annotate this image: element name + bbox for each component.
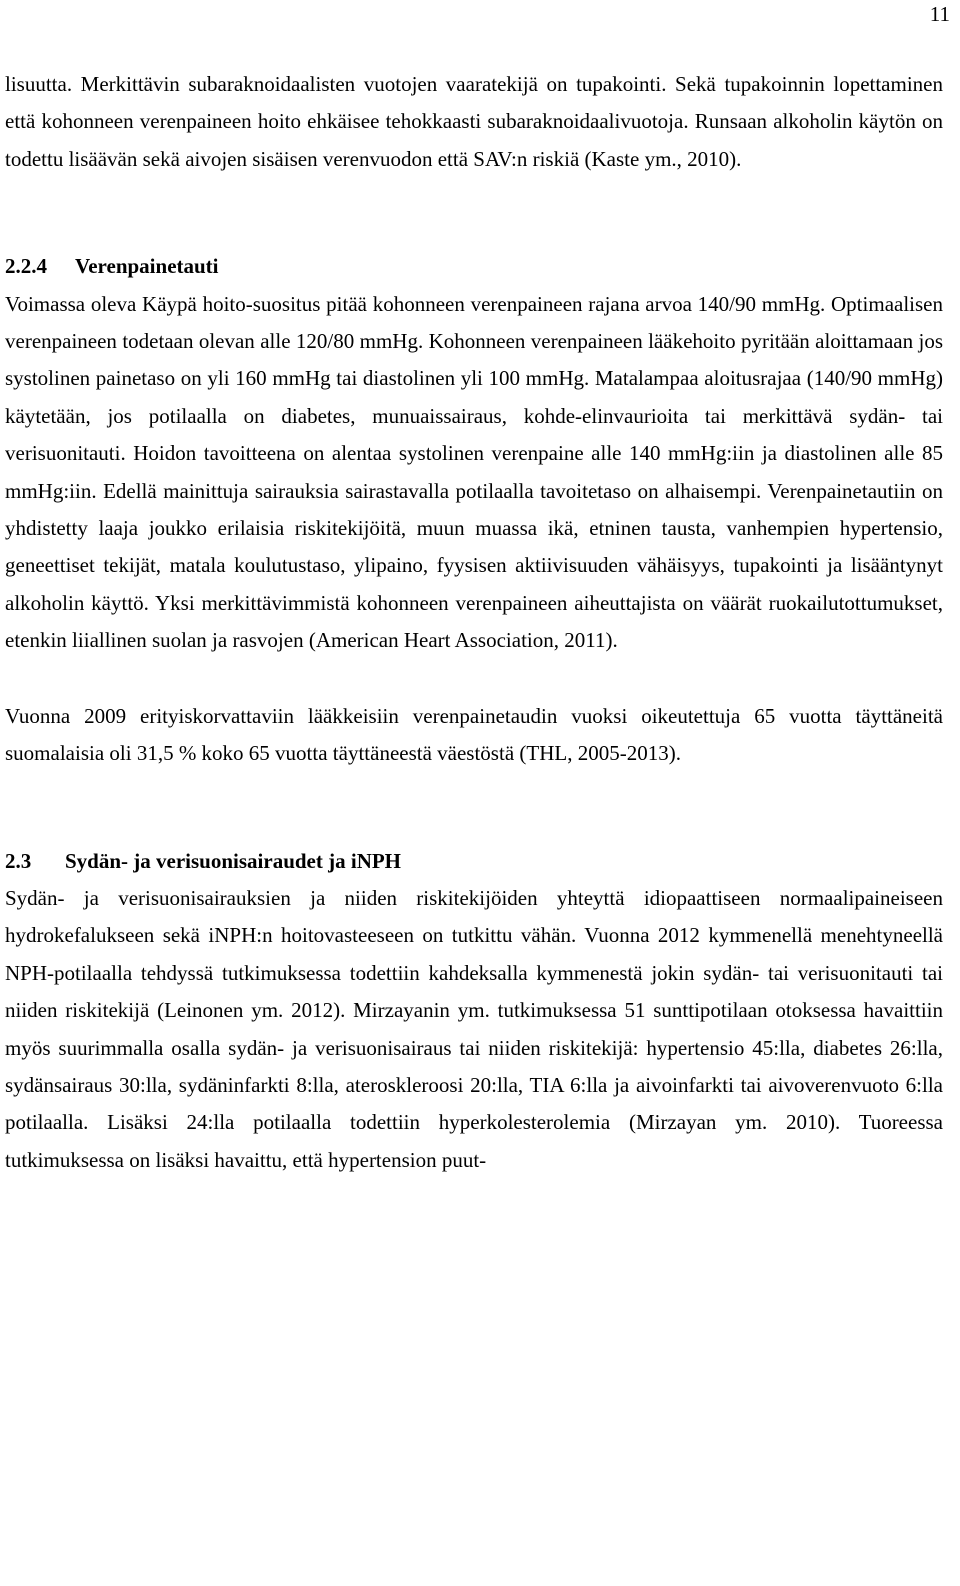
section-number: 2.3 — [5, 848, 32, 873]
intro-paragraph: lisuutta. Merkittävin subaraknoidaalisten vuotojen vaaratekijä on tupakointi. Sekä tupakoinnin lopettaminen että kohonneen verenpaineen hoito ehkäisee tehokkaasti subaraknoidaalivuotoja. Runsaan alkoholin käytön on todettu lisäävän sekä aivojen sisäisen verenvuodon että SAV:n riskiä (Kaste ym., 2010). — [5, 72, 943, 171]
section-heading — [5, 843, 943, 880]
subsection-number: 2.2.4 — [5, 254, 47, 279]
section-title: Sydän- ja verisuonisairaudet ja iNPH — [65, 848, 402, 873]
subsection-title: Verenpainetauti — [75, 254, 219, 279]
subsection-paragraph-2: Vuonna 2009 erityiskorvattaviin lääkkeisiin verenpainetaudin vuoksi oikeutettuja 65 vuotta täyttäneitä suomalaisia oli 31,5 % koko 65 vuotta täyttäneestä väestöstä (THL, 2005-2013). — [5, 703, 943, 766]
subsection-heading — [5, 248, 943, 285]
page-number: 11 — [929, 2, 950, 26]
subsection-paragraph-1: Voimassa oleva Käypä hoito-suositus pitää kohonneen verenpaineen rajana arvoa 140/90 mmHg. Optimaalisen verenpaineen todetaan olevan alle 120/80 mmHg. Kohonneen verenpaineen lääkehoito pyritään aloittamaan jos systolinen painetaso on yli 160 mmHg tai diastolinen yli 100 mmHg. Matalampaa aloitusrajaa (140/90 mmHg) käytetään, jos potilaalla on diabetes, munuaissairaus, kohde-elinvaurioita tai merkittävä sydän- tai verisuonitauti. Hoidon tavoitteena on alentaa systolinen verenpaine alle 140 mmHg:iin ja diastolinen alle 85 mmHg:iin. Edellä mainittuja sairauksia sairastavalla potilaalla tavoitetaso on alhaisempi. Verenpainetautiin on yhdistetty laaja joukko erilaisia riskitekijöitä, muun muassa ikä, etninen tausta, vanhempien hypertensio, geneettiset tekijät, matala koulutustaso, ylipaino, fyysisen aktiivisuuden vähäisyys, tupakointi ja lisääntynyt alkoholin käyttö. Yksi merkittävimmistä kohonneen verenpaineen aiheuttajista on väärät ruokailutottumukset, etenkin liiallinen suolan ja rasvojen (American Heart Association, 2011). — [5, 291, 943, 653]
document-body — [5, 66, 943, 1179]
section-paragraph: Sydän- ja verisuonisairauksien ja niiden riskitekijöiden yhteyttä idiopaattiseen normaalipaineiseen hydrokefalukseen sekä iNPH:n hoitovasteeseen on tutkittu vähän. Vuonna 2012 kymmenellä menehtyneellä NPH-potilaalla tehdyssä tutkimuksessa todettiin kahdeksalla kymmenestä jokin sydän- tai verisuonitauti tai niiden riskitekijä (Leinonen ym. 2012). Mirzayanin ym. tutkimuksessa 51 sunttipotilaan otoksessa havaittiin myös suurimmalla osalla sydän- ja verisuonisairaus tai niiden riskitekijä: hypertensio 45:lla, diabetes 26:lla, sydänsairaus 30:lla, sydäninfarkti 8:lla, ateroskleroosi 20:lla, TIA 6:lla ja aivoinfarkti tai aivoverenvuoto 6:lla potilaalla. Lisäksi 24:lla potilaalla todettiin hyperkolesterolemia (Mirzayan ym. 2010). Tuoreessa tutkimuksessa on lisäksi havaittu, että hypertension puut- — [5, 885, 943, 1172]
